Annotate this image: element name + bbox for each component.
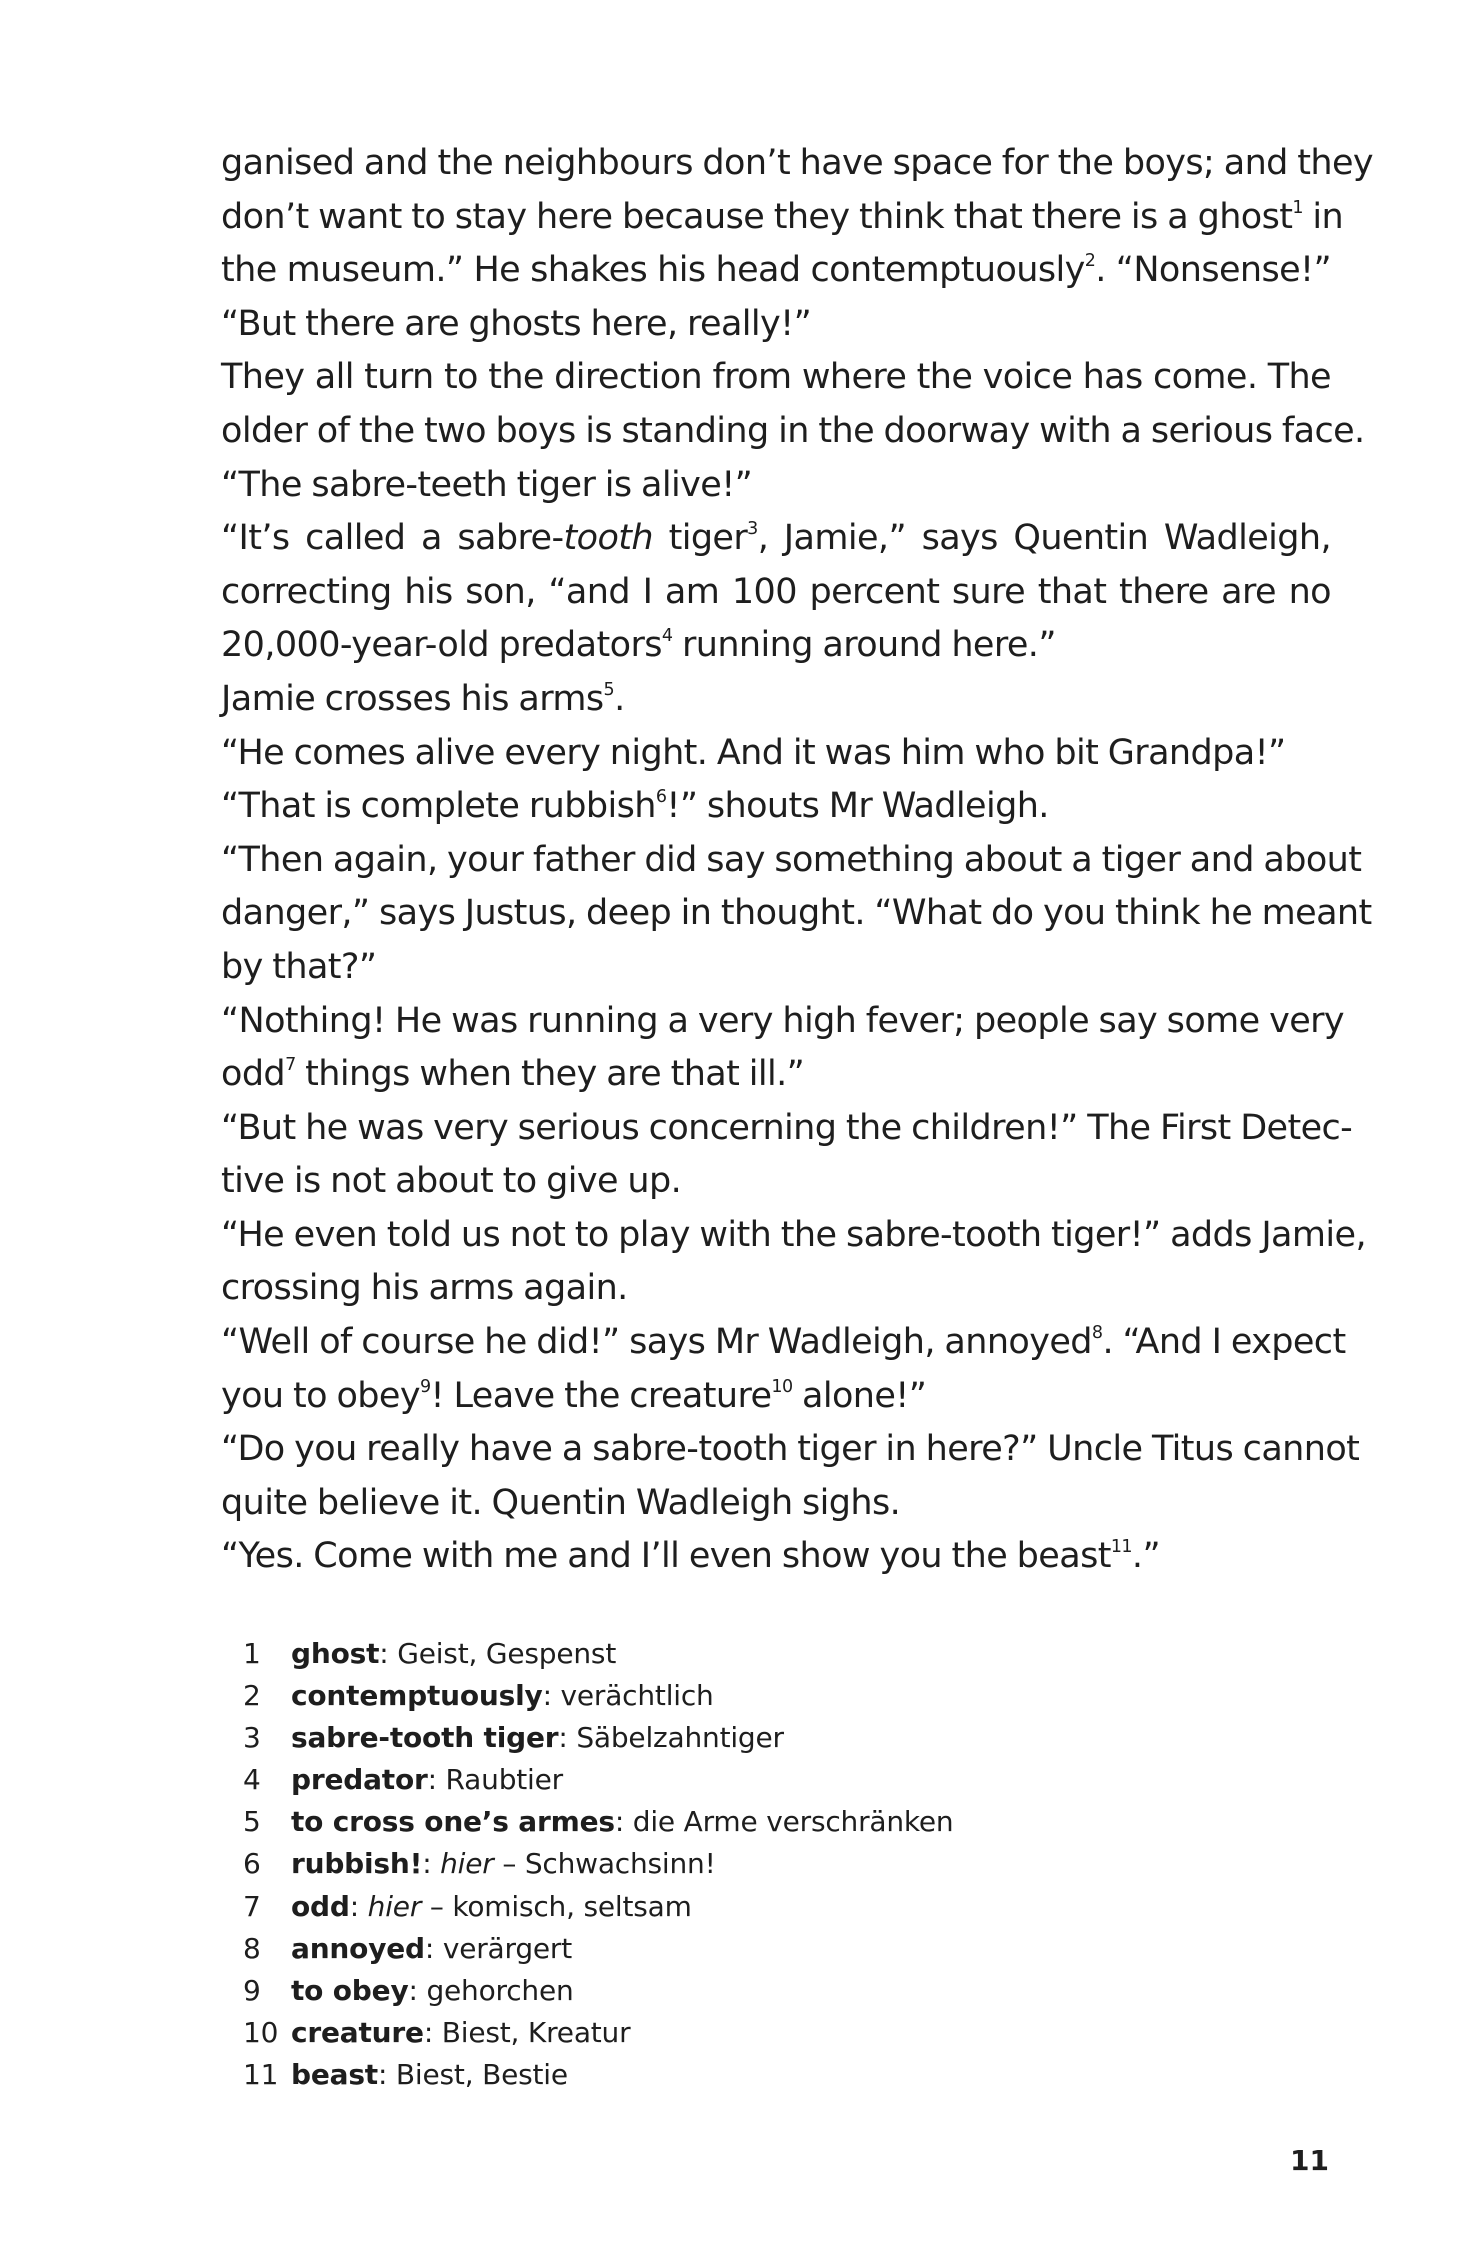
text-run: “The sabre-teeth tiger is alive!”: [221, 464, 753, 505]
text-line: [221, 137, 1374, 191]
text-run: you to obey: [221, 1375, 420, 1416]
footnote-term: beast: [291, 2057, 378, 2091]
text-line: [221, 191, 1344, 245]
text-line: [221, 298, 1331, 352]
footnote-term: odd: [291, 1889, 350, 1923]
text-run: by that?”: [221, 946, 377, 987]
footnote-definition: – komisch, seltsam: [429, 1889, 692, 1923]
text-line: [221, 1530, 1331, 1584]
footnote-item: 9 to obey: gehorchen: [243, 1970, 1143, 2012]
text-run: don’t want to stay here because they think that there is a ghost: [221, 196, 1293, 237]
text-run: “It’s called a sabre-: [221, 518, 564, 559]
text-line: [221, 405, 1365, 459]
footnote-ref: 4: [661, 626, 673, 647]
text-run: older of the two boys is standing in the doorway with a serious face.: [221, 410, 1365, 451]
text-run: !” shouts Mr Wadleigh.: [666, 786, 1049, 827]
text-run: 20,000-year-old predators: [221, 625, 662, 666]
text-run: They all turn to the direction from where the voice has come. The: [221, 357, 1331, 398]
footnote-qualifier: hier: [367, 1889, 422, 1923]
footnote-definition: Biest, Kreatur: [441, 2015, 631, 2049]
footnote-number: 5: [243, 1805, 261, 1839]
text-line: [221, 244, 1331, 298]
text-run: Jamie crosses his arms: [221, 678, 604, 719]
footnote-term: ghost: [291, 1637, 380, 1670]
text-run: .: [614, 678, 625, 719]
text-run: ! Leave the creature: [430, 1375, 772, 1416]
footnote-term: to cross one’s armes: [291, 1805, 615, 1839]
text-line: [221, 459, 1331, 513]
footnote-number: 7: [243, 1889, 261, 1923]
text-run: “Well of course he did!” says Mr Wadleigh, annoyed: [221, 1322, 1092, 1363]
footnote-number: 8: [243, 1931, 261, 1965]
text-run: tive is not about to give up.: [221, 1161, 682, 1202]
footnote-item: 1 ghost: Geist, Gespenst: [243, 1633, 1143, 1675]
text-run: “He even told us not to play with the sabre-tooth tiger!” adds Jamie,: [221, 1214, 1366, 1255]
footnote-definition: verächtlich: [560, 1679, 714, 1713]
text-line: [221, 727, 1331, 781]
vocabulary-footnotes: [243, 1633, 1143, 2096]
text-run: odd: [221, 1054, 286, 1095]
footnote-item: 11 beast: Biest, Bestie: [243, 2054, 1143, 2096]
text-run: danger,” says Justus, deep in thought. “What do you think he meant: [221, 893, 1372, 934]
text-run: “Nothing! He was running a very high fever; people say some very: [221, 1000, 1345, 1041]
text-line: [221, 1477, 1331, 1531]
text-run: ganised and the neighbours don’t have space for the boys; and they: [221, 143, 1374, 183]
footnote-term: creature: [291, 2015, 424, 2049]
footnote-definition: verärgert: [442, 1931, 573, 1965]
footnote-ref: 5: [603, 680, 615, 701]
text-line: [221, 1209, 1366, 1263]
text-run: “That is complete rubbish: [221, 786, 656, 827]
text-line: [221, 619, 1331, 673]
text-run: “But there are ghosts here, really!”: [221, 303, 812, 344]
footnote-item: 3 sabre-tooth tiger: Säbelzahntiger: [243, 1717, 1143, 1759]
footnote-item: 10 creature: Biest, Kreatur: [243, 2012, 1143, 2054]
footnote-definition: – Schwachsinn!: [502, 1847, 716, 1881]
footnote-definition: Biest, Bestie: [395, 2057, 568, 2091]
text-run: the museum.” He shakes his head contemptuously: [221, 250, 1085, 291]
text-run: in: [1302, 196, 1344, 237]
text-run: “Yes. Come with me and I’ll even show you the beast: [221, 1536, 1111, 1577]
footnote-definition: Säbelzahntiger: [576, 1721, 784, 1755]
footnote-ref: 10: [771, 1376, 793, 1397]
text-line: [221, 1262, 1331, 1316]
text-run: crossing his arms again.: [221, 1268, 628, 1309]
text-run: , Jamie,” says Quentin Wadleigh,: [757, 518, 1331, 559]
footnote-ref: 9: [419, 1376, 431, 1397]
footnote-number: 4: [243, 1763, 261, 1797]
text-line: [221, 1048, 1331, 1102]
footnote-definition: Raubtier: [445, 1763, 563, 1797]
footnote-qualifier: hier: [440, 1847, 494, 1881]
footnote-number: 1: [243, 1637, 261, 1670]
footnote-ref: 11: [1110, 1537, 1132, 1558]
text-line: [221, 1370, 1331, 1424]
text-run: “Then again, your father did say something about a tiger and about: [221, 839, 1362, 880]
footnote-number: 6: [243, 1847, 261, 1881]
footnote-item: 4 predator: Raubtier: [243, 1759, 1143, 1801]
footnote-number: 3: [243, 1721, 261, 1755]
footnote-item: 6 rubbish!: hier – Schwachsinn!: [243, 1843, 1143, 1885]
text-run: running around here.”: [672, 625, 1056, 666]
text-line: [221, 1423, 1360, 1477]
text-line: [221, 1102, 1353, 1156]
footnote-definition: Geist, Gespenst: [397, 1637, 617, 1670]
text-run: alone!”: [792, 1375, 927, 1416]
italic-run: tooth: [563, 518, 653, 559]
text-line: [221, 1316, 1346, 1370]
footnote-definition: die Arme verschränken: [632, 1805, 954, 1839]
text-run: correcting his son, “and I am 100 percent sure that there are no: [221, 571, 1331, 612]
footnote-ref: 8: [1091, 1323, 1103, 1344]
footnote-term: predator: [291, 1763, 428, 1797]
footnote-item: 7 odd: hier – komisch, seltsam: [243, 1886, 1143, 1928]
text-line: [221, 941, 1331, 995]
text-line: [221, 566, 1331, 620]
footnote-term: annoyed: [291, 1931, 425, 1965]
footnote-item: 8 annoyed: verärgert: [243, 1928, 1143, 1970]
footnote-item: 2 contemptuously: verächtlich: [243, 1675, 1143, 1717]
text-line: [221, 834, 1362, 888]
text-run: things when they are that ill.”: [295, 1054, 805, 1095]
text-run: “But he was very serious concerning the children!” The First Detec-: [221, 1107, 1353, 1148]
text-run: “Do you really have a sabre-tooth tiger in here?” Uncle Titus cannot: [221, 1429, 1360, 1470]
footnote-number: 10: [243, 2015, 279, 2049]
page-number: 11: [1290, 2144, 1329, 2177]
footnote-number: 9: [243, 1973, 261, 2007]
footnote-number: 11: [243, 2057, 279, 2091]
footnote-number: 2: [243, 1679, 261, 1713]
text-line: [221, 673, 1331, 727]
text-line: [221, 512, 1331, 566]
text-line: [221, 887, 1372, 941]
footnote-definition: gehorchen: [426, 1973, 574, 2007]
text-run: .”: [1131, 1536, 1160, 1577]
footnote-item: 5 to cross one’s armes: die Arme verschränken: [243, 1801, 1143, 1843]
footnote-ref: 1: [1292, 197, 1303, 218]
footnote-term: rubbish!: [291, 1847, 423, 1881]
text-run: tiger: [652, 518, 748, 559]
story-text: [221, 137, 1374, 1584]
footnote-term: to obey: [291, 1973, 409, 2007]
text-line: [221, 995, 1345, 1049]
footnote-ref: 7: [285, 1055, 296, 1076]
text-run: . “Nonsense!”: [1095, 250, 1331, 291]
footnote-term: sabre-tooth tiger: [291, 1721, 559, 1755]
text-line: [221, 780, 1331, 834]
text-run: . “And I expect: [1102, 1322, 1346, 1363]
text-run: “He comes alive every night. And it was him who bit Grandpa!”: [221, 732, 1286, 773]
footnote-ref: 2: [1084, 251, 1096, 272]
footnote-term: contemptuously: [291, 1679, 543, 1713]
text-line: [221, 351, 1331, 405]
footnote-ref: 3: [747, 519, 758, 540]
footnote-ref: 6: [655, 787, 667, 808]
text-line: [221, 1155, 1331, 1209]
text-run: quite believe it. Quentin Wadleigh sighs.: [221, 1482, 901, 1523]
